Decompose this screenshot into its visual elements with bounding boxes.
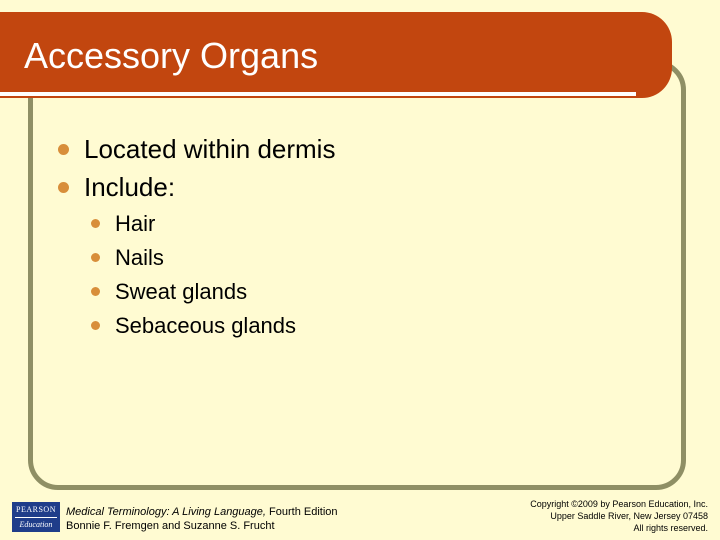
copyright-rights: All rights reserved. xyxy=(633,523,708,533)
bullet-dot-icon xyxy=(91,321,100,330)
bullet-dot-icon xyxy=(58,144,69,155)
book-title: Medical Terminology: A Living Language, xyxy=(66,506,266,518)
bullet-dot-icon xyxy=(91,219,100,228)
sub-bullet-item xyxy=(91,207,296,241)
bullet-list xyxy=(58,130,335,206)
book-edition: Fourth Edition xyxy=(265,506,338,518)
copyright-line: Copyright ©2009 by Pearson Education, Inc. xyxy=(530,499,708,509)
logo-text-top: PEARSON xyxy=(16,505,56,514)
sub-bullet-item xyxy=(91,309,296,343)
bullet-dot-icon xyxy=(91,287,100,296)
sub-bullet-text: Sebaceous glands xyxy=(115,313,297,338)
bullet-item xyxy=(58,168,335,206)
sub-bullet-item xyxy=(91,241,296,275)
book-citation xyxy=(66,505,338,533)
sub-bullet-text: Nails xyxy=(115,245,164,270)
pearson-logo xyxy=(12,502,60,532)
sub-bullet-text: Hair xyxy=(115,211,156,236)
logo-text-bottom: Education xyxy=(19,520,53,529)
copyright-notice xyxy=(530,498,708,534)
bullet-dot-icon xyxy=(58,182,69,193)
book-authors: Bonnie F. Fremgen and Suzanne S. Frucht xyxy=(66,520,275,532)
bullet-text: Located within dermis xyxy=(84,134,336,164)
bullet-text: Include: xyxy=(84,172,176,202)
bullet-item xyxy=(58,130,335,168)
sub-bullet-list xyxy=(91,207,296,343)
slide-title: Accessory Organs xyxy=(24,35,319,76)
title-underline xyxy=(0,92,636,96)
sub-bullet-item xyxy=(91,275,296,309)
copyright-address: Upper Saddle River, New Jersey 07458 xyxy=(550,511,708,521)
logo-divider xyxy=(15,517,57,518)
sub-bullet-text: Sweat glands xyxy=(115,279,248,304)
citation-title-line xyxy=(66,505,338,519)
bullet-dot-icon xyxy=(91,253,100,262)
